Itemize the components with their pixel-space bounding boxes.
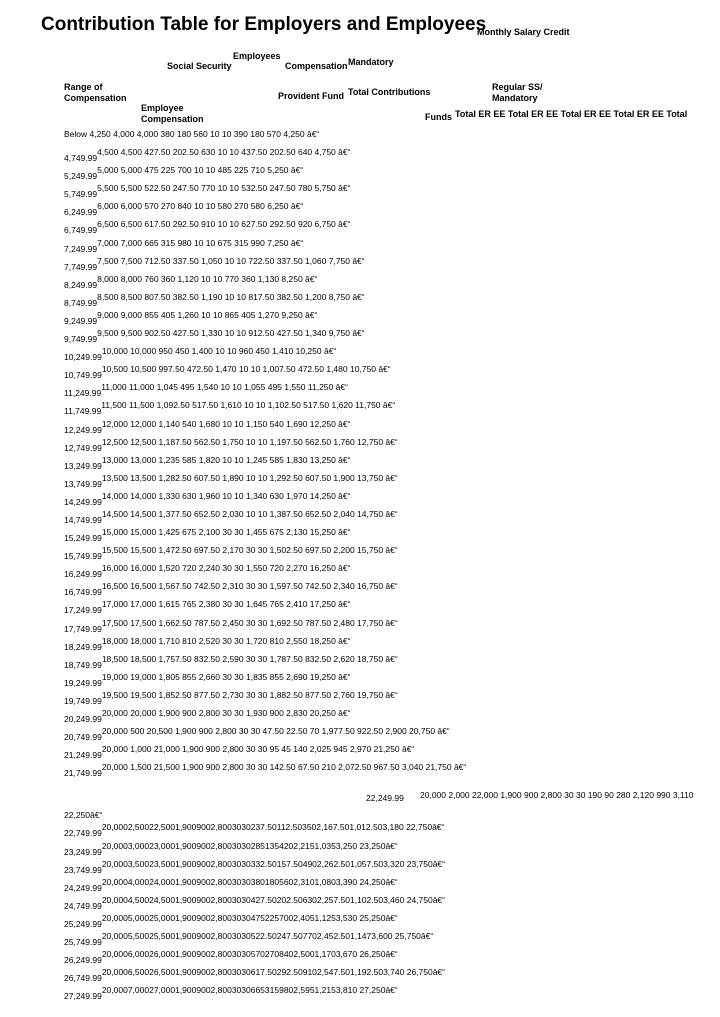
table-row [64, 473, 714, 491]
values-cell: 20,0002,50022,5001,9009002,8003030237.50112.503502,167.501,012.503,180 22,750â€“ [101, 822, 445, 833]
range-cell: 16,749.99 [64, 587, 102, 598]
values-cell: 9,500 9,500 902.50 427.50 1,330 10 10 912.50 427.50 1,340 9,750 â€“ [97, 328, 365, 339]
range-cell: 7,249.99 [64, 243, 98, 254]
header-totals: Total ER EE Total ER EE Total ER EE Total ER EE Total [455, 109, 688, 119]
values-cell: 20,000 2,000 22,000 1,900 900 2,800 30 30 190 90 280 2,120 990 3,110 [420, 790, 694, 801]
header-employees: Employees [233, 51, 281, 61]
table-row [64, 129, 714, 147]
values-cell: 13,000 13,000 1,235 585 1,820 10 10 1,245 585 1,830 13,250 â€“ [101, 454, 351, 465]
values-cell: 14,000 14,000 1,330 630 1,960 10 10 1,340 630 1,970 14,250 â€“ [101, 490, 351, 501]
table-row [64, 618, 714, 636]
range-cell: 12,749.99 [64, 442, 102, 453]
header-employee-compensation: Compensation [141, 114, 204, 124]
range-cell: 17,249.99 [64, 605, 102, 616]
range-cell: 26,749.99 [64, 973, 102, 984]
values-cell: 13,500 13,500 1,282.50 607.50 1,890 10 10 1,292.50 607.50 1,900 13,750 â€“ [101, 472, 398, 483]
values-cell: 18,000 18,000 1,710 810 2,520 30 30 1,720 810 2,550 18,250 â€“ [101, 635, 351, 646]
table-row [64, 672, 714, 690]
table-row [64, 201, 714, 219]
header-compensation-range: Compensation [64, 93, 127, 103]
range-cell: 21,249.99 [64, 750, 102, 761]
table-row [64, 985, 714, 1003]
values-cell: 10,000 10,000 950 450 1,400 10 10 960 450 1,410 10,250 â€“ [101, 346, 337, 357]
range-cell: 5,249.99 [64, 171, 98, 182]
table-row [64, 382, 714, 400]
values-cell: 16,000 16,000 1,520 720 2,240 30 30 1,550 720 2,270 16,250 â€“ [101, 563, 351, 574]
values-cell: 15,000 15,000 1,425 675 2,100 30 30 1,455 675 2,130 15,250 â€“ [101, 527, 351, 538]
values-cell: 10,500 10,500 997.50 472.50 1,470 10 10 1,007.50 472.50 1,480 10,750 â€“ [101, 364, 391, 375]
range-cell: 17,749.99 [64, 623, 102, 634]
range-cell: 4,749.99 [64, 153, 98, 164]
table-row [64, 726, 714, 744]
values-cell: 6,500 6,500 617.50 292.50 910 10 10 627.50 292.50 920 6,750 â€“ [97, 219, 351, 230]
range-cell: 8,249.99 [64, 279, 98, 290]
values-cell: 20,0005,50025,5001,9009002,8003030522.50247.507702,452.501,1473,600 25,750â€“ [101, 931, 434, 942]
range-cell: 16,249.99 [64, 569, 102, 580]
range-cell: 10,249.99 [64, 352, 102, 363]
values-cell: 20,0006,50026,5001,9009002,8003030617.50292.509102,547.501,192.503,740 26,750â€“ [101, 967, 445, 978]
table-row [64, 219, 714, 237]
values-cell: 4,000 4,000 380 180 560 10 10 390 180 570 4,250 â€“ [113, 129, 320, 139]
table-row [64, 437, 714, 455]
values-cell: 17,500 17,500 1,662.50 787.50 2,450 30 30 1,692.50 787.50 2,480 17,750 â€“ [101, 617, 398, 628]
table-row [64, 654, 714, 672]
values-cell: 12,000 12,000 1,140 540 1,680 10 10 1,150 540 1,690 12,250 â€“ [101, 418, 351, 429]
values-cell: 18,500 18,500 1,757.50 832.50 2,590 30 30 1,787.50 832.50 2,620 18,750 â€“ [101, 653, 398, 664]
range-cell: 23,249.99 [64, 846, 102, 857]
range-cell: 20,249.99 [64, 714, 102, 724]
range-cell: 21,749.99 [64, 768, 102, 779]
table-row [64, 183, 714, 201]
range-cell: 24,249.99 [64, 882, 102, 893]
values-cell: 20,000 1,500 21,500 1,900 900 2,800 30 30 142.50 67.50 210 2,072.50 967.50 3,040 21,750 â€“ [101, 762, 467, 773]
table-row [64, 400, 714, 418]
values-cell: 20,0004,00024,0001,9009002,80030303801805602,3101,0803,390 24,250â€“ [101, 876, 398, 887]
table-row [64, 762, 714, 780]
range-cell: 11,749.99 [64, 406, 102, 417]
values-cell: 11,000 11,000 1,045 495 1,540 10 10 1,055 495 1,550 11,250 â€“ [101, 382, 348, 393]
header-compensation: Compensation [285, 61, 348, 71]
values-cell: 7,000 7,000 665 315 980 10 10 675 315 990 7,250 â€“ [97, 237, 304, 248]
table-row [64, 841, 714, 859]
values-cell: 20,0005,00025,0001,9009002,80030304752257002,4051,1253,530 25,250â€“ [101, 912, 398, 923]
table-row [64, 780, 714, 804]
range-cell: 14,249.99 [64, 496, 102, 507]
range-cell-inline: 22,249.99 [366, 793, 404, 804]
table-row [64, 744, 714, 762]
values-cell: 7,500 7,500 712.50 337.50 1,050 10 10 722.50 337.50 1,060 7,750 â€“ [97, 255, 365, 266]
values-cell: 8,000 8,000 760 360 1,120 10 10 770 360 1,130 8,250 â€“ [97, 273, 318, 284]
range-cell: 9,249.99 [64, 315, 98, 326]
table-row [64, 545, 714, 563]
table-row [64, 636, 714, 654]
range-cell: 8,749.99 [64, 297, 98, 308]
table-row [64, 292, 714, 310]
table-row [64, 455, 714, 473]
table-row [64, 563, 714, 581]
table-row [64, 165, 714, 183]
table-row [64, 527, 714, 545]
table-row [64, 913, 714, 931]
values-cell: 20,0003,50023,5001,9009002,8003030332.50157.504902,262.501,057.503,320 23,750â€“ [101, 858, 445, 869]
values-cell: 14,500 14,500 1,377.50 652.50 2,030 10 10 1,387.50 652.50 2,040 14,750 â€“ [101, 508, 398, 519]
header-total-contributions: Total Contributions [348, 87, 431, 97]
values-cell: 20,000 500 20,500 1,900 900 2,800 30 30 47.50 22.50 70 1,977.50 922.50 2,900 20,750 â€“ [101, 726, 450, 737]
range-cell: 25,249.99 [64, 918, 102, 929]
continuation-cell: 22,250â€“ [64, 810, 103, 821]
values-cell: 4,500 4,500 427.50 202.50 630 10 10 437.50 202.50 640 4,750 â€“ [97, 147, 351, 158]
values-cell: 5,000 5,000 475 225 700 10 10 485 225 710 5,250 â€“ [97, 165, 304, 176]
range-cell: 9,749.99 [64, 334, 98, 345]
table-row [64, 822, 714, 840]
range-cell: 25,749.99 [64, 937, 102, 948]
table-row [64, 509, 714, 527]
range-cell: 10,749.99 [64, 370, 102, 381]
table-row [64, 419, 714, 437]
values-cell: 12,500 12,500 1,187.50 562.50 1,750 10 10 1,197.50 562.50 1,760 12,750 â€“ [101, 436, 398, 447]
values-cell: 15,500 15,500 1,472.50 697.50 2,170 30 30 1,502.50 697.50 2,200 15,750 â€“ [101, 545, 398, 556]
range-cell: 22,749.99 [64, 828, 102, 839]
values-cell: 20,000 20,000 1,900 900 2,800 30 30 1,930 900 2,830 20,250 â€“ [101, 708, 351, 718]
header-social-security: Social Security [167, 61, 232, 71]
contribution-table [64, 129, 714, 1003]
table-row [64, 328, 714, 346]
table-row [64, 310, 714, 328]
table-row [64, 895, 714, 913]
table-row [64, 599, 714, 617]
header-employee: Employee [141, 103, 184, 113]
range-cell: 15,249.99 [64, 533, 102, 544]
values-cell: 5,500 5,500 522.50 247.50 770 10 10 532.50 247.50 780 5,750 â€“ [97, 183, 351, 194]
values-cell: 8,500 8,500 807.50 382.50 1,190 10 10 817.50 382.50 1,200 8,750 â€“ [97, 291, 365, 302]
range-cell: 24,749.99 [64, 900, 102, 911]
values-cell: 11,500 11,500 1,092.50 517.50 1,610 10 10 1,102.50 517.50 1,620 11,750 â€“ [101, 400, 396, 411]
table-row [64, 346, 714, 364]
header-provident-fund: Provident Fund [278, 91, 344, 101]
table-row [64, 859, 714, 877]
table-row-continuation [64, 804, 714, 822]
values-cell: 19,500 19,500 1,852.50 877.50 2,730 30 30 1,882.50 877.50 2,760 19,750 â€“ [101, 689, 398, 700]
table-row [64, 967, 714, 985]
header-regular-ss: Regular SS/ [492, 82, 543, 92]
range-cell: 11,249.99 [64, 388, 102, 399]
range-cell: Below 4,250 [64, 129, 111, 139]
table-row [64, 364, 714, 382]
range-cell: 27,249.99 [64, 991, 102, 1002]
header-mandatory-2: Mandatory [492, 93, 538, 103]
table-row [64, 147, 714, 165]
range-cell: 6,749.99 [64, 225, 98, 236]
range-cell: 19,749.99 [64, 695, 102, 706]
table-row [64, 708, 714, 726]
values-cell: 9,000 9,000 855 405 1,260 10 10 865 405 1,270 9,250 â€“ [97, 309, 318, 320]
range-cell: 23,749.99 [64, 864, 102, 875]
values-cell: 19,000 19,000 1,805 855 2,660 30 30 1,835 855 2,690 19,250 â€“ [101, 671, 351, 682]
table-row [64, 949, 714, 967]
range-cell: 26,249.99 [64, 955, 102, 966]
range-cell: 19,249.99 [64, 677, 102, 688]
values-cell: 20,000 1,000 21,000 1,900 900 2,800 30 30 95 45 140 2,025 945 2,970 21,250 â€“ [101, 744, 415, 755]
range-cell: 13,749.99 [64, 478, 102, 489]
table-row [64, 690, 714, 708]
values-cell: 20,0006,00026,0001,9009002,80030305702708402,5001,1703,670 26,250â€“ [101, 949, 398, 960]
range-cell: 14,749.99 [64, 514, 102, 525]
values-cell: 16,500 16,500 1,567.50 742.50 2,310 30 30 1,597.50 742.50 2,340 16,750 â€“ [101, 581, 398, 592]
header-funds: Funds [425, 112, 452, 122]
page-title: Contribution Table for Employers and Employees [41, 14, 487, 35]
range-cell: 20,749.99 [64, 732, 102, 743]
values-cell: 20,0004,50024,5001,9009002,8003030427.50202.506302,257.501,102.503,460 24,750â€“ [101, 894, 445, 905]
range-cell: 18,749.99 [64, 659, 102, 670]
range-cell: 12,249.99 [64, 424, 102, 435]
values-cell: 20,0003,00023,0001,9009002,80030302851354202,2151,0353,250 23,250â€“ [101, 840, 398, 851]
header-range-of: Range of [64, 82, 103, 92]
table-row [64, 274, 714, 292]
header-mandatory: Mandatory [348, 57, 394, 67]
table-row [64, 877, 714, 895]
page-subtitle: Monthly Salary Credit [477, 27, 570, 37]
range-cell: 13,249.99 [64, 460, 102, 471]
table-row [64, 491, 714, 509]
table-row [64, 256, 714, 274]
values-cell: 20,0007,00027,0001,9009002,80030306653159802,5951,2153,810 27,250â€“ [101, 985, 398, 996]
range-cell: 18,249.99 [64, 641, 102, 652]
range-cell: 5,749.99 [64, 189, 98, 200]
table-row [64, 931, 714, 949]
table-row [64, 238, 714, 256]
range-cell: 15,749.99 [64, 551, 102, 562]
table-row [64, 581, 714, 599]
values-cell: 6,000 6,000 570 270 840 10 10 580 270 580 6,250 â€“ [97, 201, 304, 212]
values-cell: 17,000 17,000 1,615 765 2,380 30 30 1,645 765 2,410 17,250 â€“ [101, 599, 351, 610]
range-cell: 6,249.99 [64, 207, 98, 218]
range-cell: 7,749.99 [64, 261, 98, 272]
